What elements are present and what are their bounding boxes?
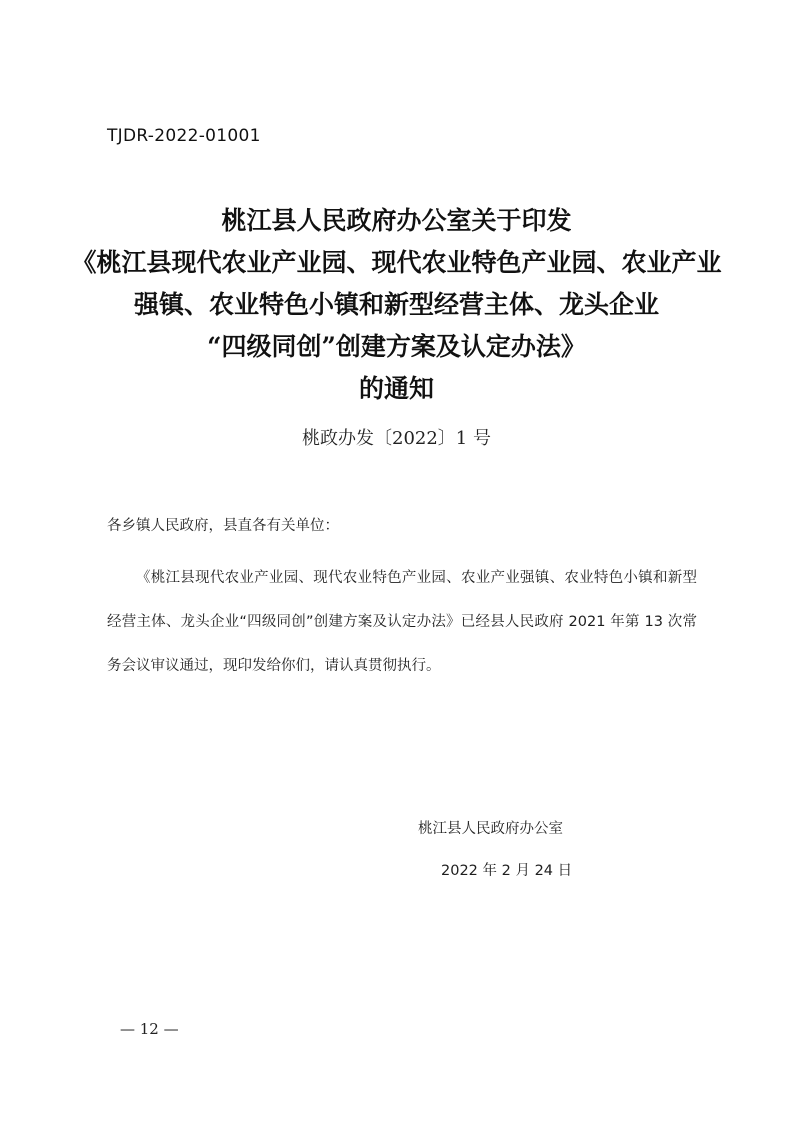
body-paragraph: 《桃江县现代农业产业园、现代农业特色产业园、农业产业强镇、农业特色小镇和新型经营主体、龙头企业“四级同创”创建方案及认定办法》已经县人民政府 2021 年第 13 次常务会议审议通过，现印发给你们，请认真贯彻执行。 (107, 570, 697, 674)
title-line-5: 的通知 (358, 374, 434, 403)
signature-date: 2022 年 2 月 24 日 (441, 863, 573, 879)
title-line-2: 《桃江县现代农业产业园、现代农业特色产业园、农业产业 (71, 248, 722, 277)
signature-organization: 桃江县人民政府办公室 (418, 821, 563, 837)
title-line-1: 桃江县人民政府办公室关于印发 (221, 206, 572, 235)
salutation: 各乡镇人民政府，县直各有关单位： (107, 518, 339, 534)
document-number: 桃政办发〔2022〕1 号 (302, 428, 491, 449)
document-title (0, 200, 793, 410)
title-line-4: “四级同创”创建方案及认定办法》 (207, 332, 586, 361)
document-code: TJDR-2022-01001 (107, 126, 261, 146)
title-line-3: 强镇、农业特色小镇和新型经营主体、龙头企业 (133, 290, 659, 319)
page-number: — 12 — (120, 1020, 179, 1038)
